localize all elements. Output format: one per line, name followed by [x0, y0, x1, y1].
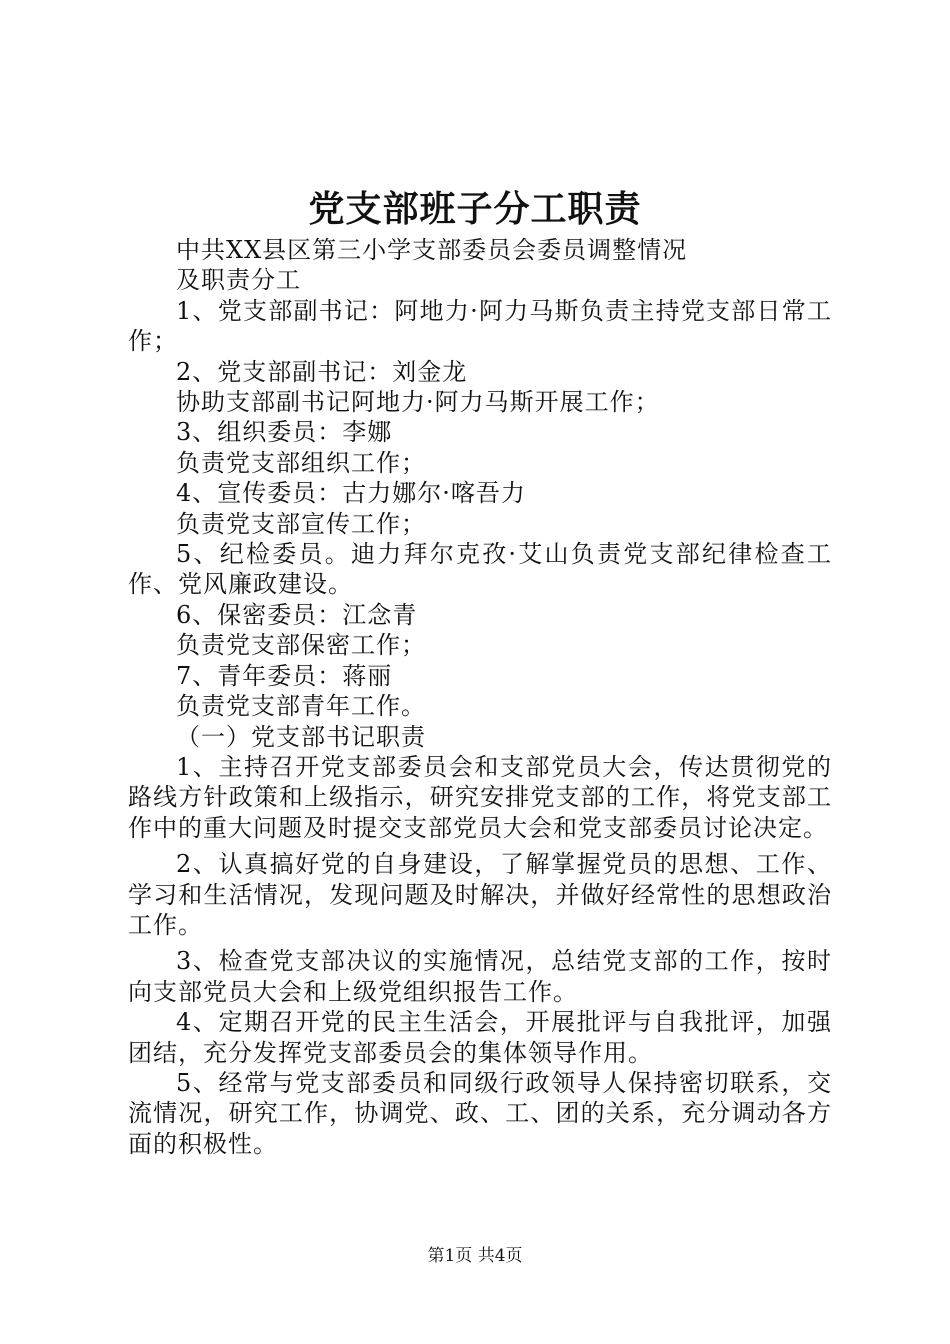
paragraph: 5、经常与党支部委员和同级行政领导人保持密切联系，交流情况，研究工作，协调党、政、工、团的关系，充分调动各方面的积极性。	[128, 1068, 832, 1158]
paragraph: 及职责分工	[176, 266, 301, 295]
paragraph: 7、青年委员：蒋丽	[176, 661, 393, 690]
paragraph: 4、定期召开党的民主生活会，开展批评与自我批评，加强团结，充分发挥党支部委员会的集体领导作用。	[128, 1008, 832, 1067]
paragraph: 负责党支部保密工作；	[176, 631, 426, 660]
paragraph: 3、检查党支部决议的实施情况，总结党支部的工作，按时向支部党员大会和上级党组织报告工作。	[128, 947, 832, 1006]
paragraph: 6、保密委员：江念青	[176, 600, 418, 629]
document-body	[128, 235, 832, 1159]
section-heading: （一）党支部书记职责	[176, 722, 426, 751]
document-title: 党支部班子分工职责	[308, 188, 642, 230]
paragraph: 1、党支部副书记：阿地力·阿力马斯负责主持党支部日常工作；	[128, 296, 832, 356]
page-number-footer: 第1页 共4页	[427, 1246, 523, 1266]
paragraph: 负责党支部青年工作。	[176, 692, 426, 721]
paragraph: 负责党支部宣传工作；	[176, 509, 426, 538]
paragraph: 4、宣传委员：古力娜尔·喀吾力	[176, 479, 526, 508]
paragraph: 3、组织委员：李娜	[176, 418, 393, 447]
paragraph: 协助支部副书记阿地力·阿力马斯开展工作；	[176, 388, 660, 417]
paragraph: 中共XX县区第三小学支部委员会委员调整情况	[176, 236, 688, 264]
paragraph: 2、认真搞好党的自身建设，了解掌握党员的思想、工作、学习和生活情况，发现问题及时解决，并做好经常性的思想政治工作。	[128, 850, 832, 939]
paragraph: 5、纪检委员。迪力拜尔克孜·艾山负责党支部纪律检查工作、党风廉政建设。	[128, 540, 832, 599]
paragraph: 负责党支部组织工作；	[176, 448, 426, 477]
paragraph: 1、主持召开党支部委员会和支部党员大会，传达贯彻党的路线方针政策和上级指示，研究安排党支部的工作，将党支部工作中的重大问题及时提交支部党员大会和党支部委员讨论决定。	[128, 752, 832, 842]
paragraph: 2、党支部副书记：刘金龙	[176, 357, 468, 386]
